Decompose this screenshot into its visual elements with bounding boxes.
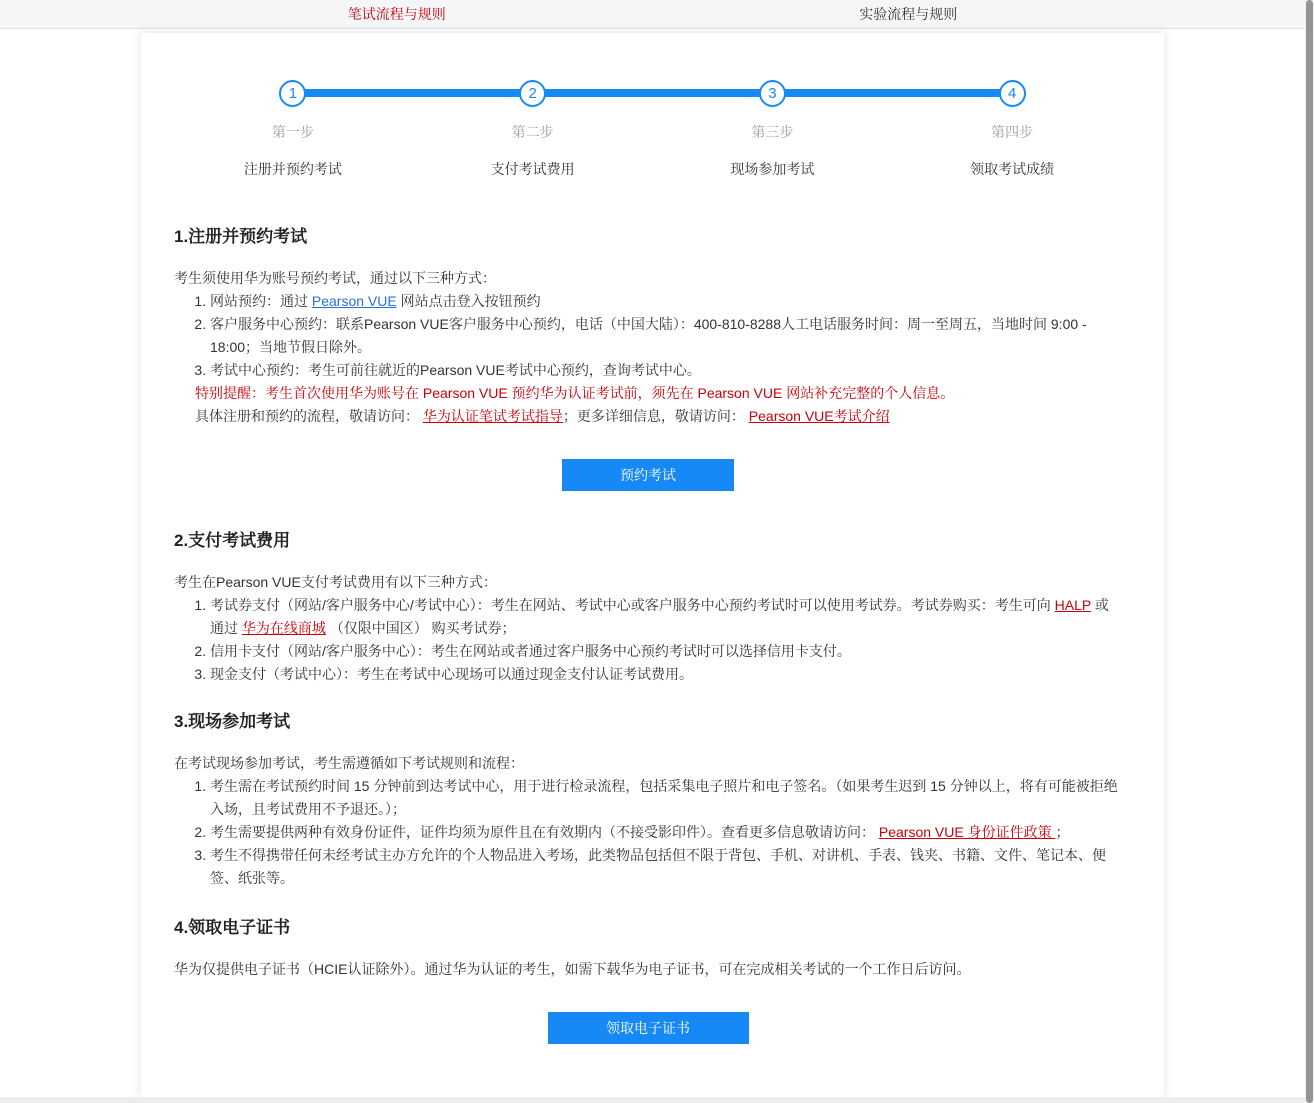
section-4-intro: 华为仅提供电子证书（HCIE认证除外）。通过华为认证的考生，如需下载华为电子证书，可在完成相关考试的一个工作日后访问。 — [174, 961, 971, 977]
step-2 — [413, 80, 653, 179]
section-2-heading: 2.支付考试费用 — [174, 531, 291, 550]
vertical-scrollbar[interactable] — [1305, 0, 1314, 1103]
section-3-heading: 3.现场参加考试 — [174, 712, 291, 731]
section-1-heading: 1.注册并预约考试 — [174, 227, 308, 246]
get-certificate-button[interactable]: 领取电子证书 — [548, 1012, 749, 1044]
list-item: 3. 考生不得携带任何未经考试主办方允许的个人物品进入考场，此类物品包括但不限于背包、手机、对讲机、手表、钱夹、书籍、文件、笔记本、便签、纸张等。 — [210, 844, 1122, 890]
step-3-title: 现场参加考试 — [730, 161, 815, 177]
page-bottom-strip — [0, 1097, 1305, 1103]
text-run: 或通过 — [210, 597, 1109, 636]
list-item — [210, 290, 1122, 313]
text-run: ； — [1055, 824, 1070, 840]
list-item: 1. 考生需在考试预约时间 15 分钟前到达考试中心，用于进行检录流程，包括采集电子照片和电子签名。（如果考生迟到 15 分钟以上，将有可能被拒绝入场，且考试费用不予退还。）； — [210, 775, 1122, 821]
section-2-list — [174, 594, 1122, 686]
step-4-sublabel: 第四步 — [991, 124, 1034, 140]
step-1-title: 注册并预约考试 — [243, 161, 342, 177]
step-1-sublabel: 第一步 — [271, 124, 314, 140]
step-1-circle: 1 — [279, 80, 306, 107]
step-3-sublabel: 第三步 — [751, 124, 794, 140]
text-run: 具体注册和预约的流程，敬请访问： — [195, 408, 423, 424]
huawei-online-store-link[interactable]: 华为在线商城 — [241, 620, 326, 636]
special-reminder-block — [195, 382, 1122, 428]
section-3-list — [174, 775, 1122, 890]
list-item: 3. 考试中心预约：考生可前往就近的Pearson VUE考试中心预约，查询考试中心。 — [210, 359, 1122, 382]
step-4 — [892, 80, 1132, 179]
text-run: 考试券支付（网站/客户服务中心/考试中心）：考生在网站、考试中心或客户服务中心预约考试时可以使用考试券。考试券购买：考生可向 — [210, 597, 1055, 613]
tab-written-exam-process[interactable]: 笔试流程与规则 — [347, 6, 446, 22]
text-run: 网站点击登入按钮预约 — [396, 293, 541, 309]
section-1-intro: 考生须使用华为账号预约考试，通过以下三种方式： — [174, 270, 496, 286]
section-register-and-book — [174, 226, 1122, 491]
registration-guide-line — [195, 405, 1122, 428]
list-item: 2. 信用卡支付（网站/客户服务中心）：考生在网站或者通过客户服务中心预约考试时可以选择信用卡支付。 — [210, 640, 1122, 663]
step-2-sublabel: 第二步 — [511, 124, 554, 140]
top-tab-bar — [0, 0, 1305, 29]
step-3-circle: 3 — [759, 80, 786, 107]
text-run: （仅限中国区） 购买考试券； — [325, 620, 516, 636]
halp-link[interactable]: HALP — [1054, 597, 1091, 613]
step-2-title: 支付考试费用 — [490, 161, 575, 177]
list-item — [210, 594, 1122, 640]
section-attend-exam-onsite — [174, 711, 1122, 890]
scrollbar-thumb[interactable] — [1306, 0, 1313, 1103]
list-item: 2. 客户服务中心预约：联系Pearson VUE客户服务中心预约，电话（中国大陆）：400-810-8288人工电话服务时间：周一至周五，当地时间 9:00 - 18:00；当地节假日除外。 — [210, 313, 1122, 359]
content-card — [141, 33, 1164, 1097]
pearson-vue-exam-intro-link[interactable]: Pearson VUE考试介绍 — [748, 408, 890, 424]
list-item: 3. 现金支付（考试中心）：考生在考试中心现场可以通过现金支付认证考试费用。 — [210, 663, 1122, 686]
id-policy-link[interactable]: Pearson VUE 身份证件政策 — [878, 824, 1056, 840]
pearson-vue-link[interactable]: Pearson VUE — [311, 293, 397, 309]
section-pay-exam-fee — [174, 530, 1122, 686]
section-4-heading: 4.领取电子证书 — [174, 918, 291, 937]
tab-lab-exam-process[interactable]: 实验流程与规则 — [859, 6, 958, 22]
step-4-title: 领取考试成绩 — [970, 161, 1055, 177]
exam-steps-stepper — [141, 33, 1164, 226]
list-item — [210, 821, 1122, 844]
section-3-intro: 在考试现场参加考试，考生需遵循如下考试规则和流程： — [174, 755, 524, 771]
step-4-circle: 4 — [999, 80, 1026, 107]
section-get-e-certificate — [174, 917, 1122, 1044]
special-reminder-line: 特别提醒：考生首次使用华为账号在 Pearson VUE 预约华为认证考试前，须先在 Pearson VUE 网站补充完整的个人信息。 — [195, 385, 955, 401]
written-exam-guide-link[interactable]: 华为认证笔试考试指导 — [422, 408, 563, 424]
tab-container — [141, 0, 1164, 28]
step-3 — [653, 80, 893, 179]
text-run: 考生需要提供两种有效身份证件，证件均须为原件且在有效期内（不接受影印件）。查看更多信息敬请访问： — [210, 824, 879, 840]
text-run: 网站预约：通过 — [210, 293, 312, 309]
step-1 — [173, 80, 413, 179]
section-1-list — [174, 290, 1122, 382]
text-run: ；更多详细信息，敬请访问： — [562, 408, 749, 424]
section-2-intro: 考生在Pearson VUE支付考试费用有以下三种方式： — [174, 574, 497, 590]
book-exam-button[interactable]: 预约考试 — [562, 459, 734, 491]
step-2-circle: 2 — [519, 80, 546, 107]
